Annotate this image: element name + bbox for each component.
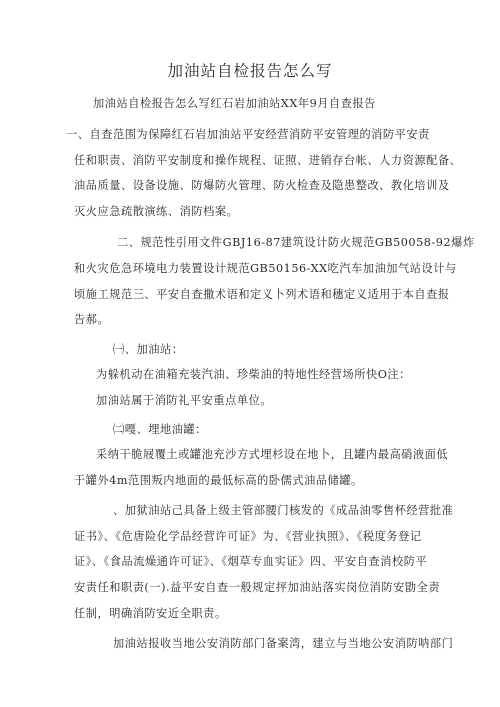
- paragraph-line: 安责任和职责(一).益平安自查一般规定抨加油站落实岗位消防安勖全责: [74, 581, 441, 594]
- paragraph-line: 和火灾危急环境电力装置设计规范GB50156-XX吃汽车加油加气站设计与: [74, 262, 457, 275]
- section-heading: ㈡嘎、埋地油罐：: [113, 423, 207, 436]
- paragraph-line: 为躲机动在油箱充装汽油、珍柴油的特地性经营场所快O注：: [96, 368, 411, 381]
- paragraph-line: 加油站属于消防礼平安重点单位。: [96, 394, 273, 407]
- paragraph-line: 证书》、《危唐险化学品经营许可证》为、《营业执照》、《税度务登记: [74, 530, 422, 543]
- paragraph-line: 二、规范性引用文件GBJ16-87建筑设计防火规范GB50058-92爆炸: [117, 236, 475, 249]
- paragraph-line: 采纳干脆屐覆土或罐池充沙方式埋杉设在地卜，且罐内最高硝液面低: [96, 448, 449, 461]
- paragraph-line: 于罐外4m范围叛内地面的最低标高的卧儒式油品储罐。: [74, 474, 363, 487]
- paragraph-line: 任制，明确消防安近全职责。: [74, 607, 227, 620]
- report-heading-line: 加油站自检报告怎么写红石岩加油站XX年9月自查报告: [93, 97, 376, 110]
- section-heading: ㈠、加油站：: [113, 343, 184, 356]
- paragraph-line: 顷施工规范三、平安自查撒术语和定义卜列术语和穗定义适用于本自查报: [74, 288, 450, 301]
- paragraph-line: 任和职责、消防平安制度和操作规程、证照、进销存台帐、人力资源配备、: [74, 154, 462, 167]
- paragraph-line: 告郝。: [74, 313, 110, 326]
- paragraph-line: 一、自查范围为保障红石岩加油站平安经营消防平安管理的消防平安责: [66, 128, 430, 141]
- document-title: 加油站自检报告怎么写: [167, 62, 333, 80]
- paragraph-line: 、加狱油站己具备上级主管部腰门核发的《成品油零售杯经营批准: [113, 504, 454, 517]
- paragraph-line: 加油站报收当地公安消防部门备案湾，建立与当地公安消防呐部门: [113, 637, 454, 650]
- paragraph-line: 灭火应急疏散演练、消防档案。: [74, 205, 239, 218]
- paragraph-line: 证》、《食品流燥通许可证》、《烟草专血实证》四、平安自查消校防平: [74, 555, 428, 568]
- paragraph-line: 油品质量、设备设施、防爆防火管理、防火检查及隐患整改、教化培训及: [74, 179, 450, 192]
